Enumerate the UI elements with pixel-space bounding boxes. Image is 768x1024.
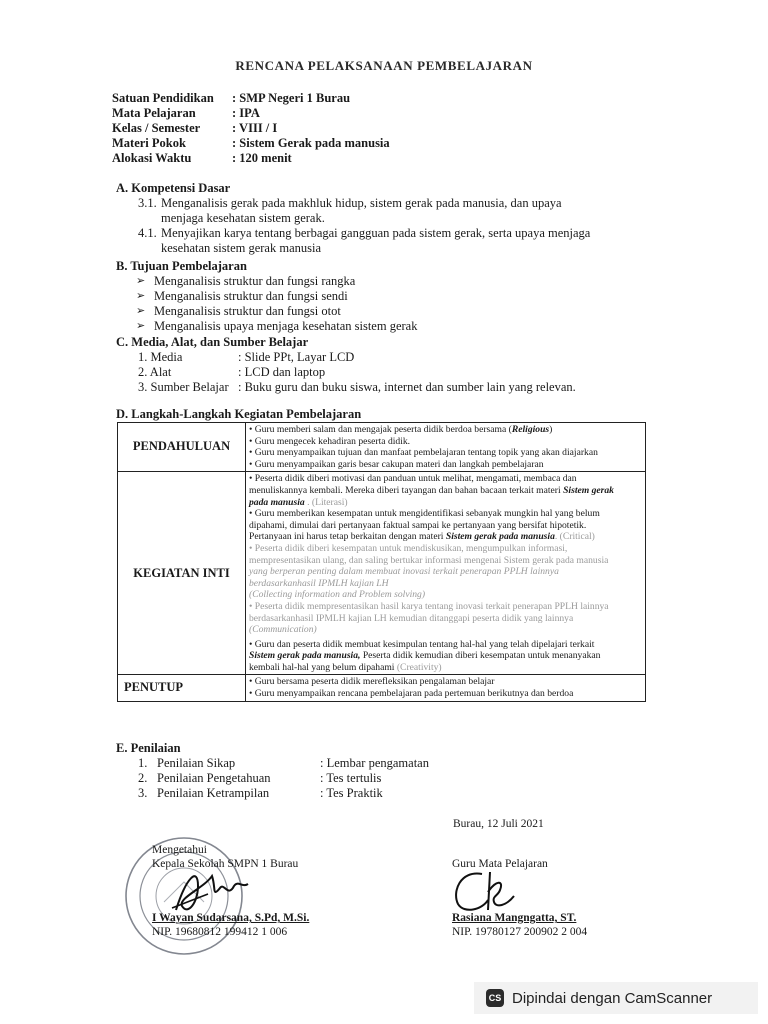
phase-content	[246, 472, 646, 675]
section-kompetensi-dasar	[116, 181, 590, 256]
kd-item	[116, 226, 590, 256]
penilaian-value: : Tes tertulis	[320, 771, 382, 785]
signer-nip: NIP. 19780127 200902 2 004	[452, 926, 588, 938]
section-title: C. Media, Alat, dan Sumber Belajar	[116, 335, 309, 349]
arrow-bullet-icon: ➢	[136, 275, 146, 287]
media-value: : Slide PPt, Layar LCD	[238, 350, 355, 364]
kd-line: Menganalisis gerak pada makhluk hidup, sistem gerak pada manusia, dan upaya	[161, 196, 562, 210]
bullet-line	[249, 497, 642, 509]
section-title: E. Penilaian	[116, 741, 181, 755]
bullet-line: • Guru memberikan kesempatan untuk mengidentifikasi sebanyak mungkin hal yang belum	[249, 508, 600, 520]
list-item	[116, 274, 417, 289]
phase-content	[246, 423, 646, 472]
bullet-emphasis: Religious	[511, 424, 550, 435]
info-label: Alokasi Waktu	[112, 151, 192, 165]
kd-number: 3.1.	[138, 196, 157, 210]
kd-line: kesehatan sistem gerak manusia	[161, 241, 322, 255]
penilaian-label: Penilaian Ketrampilan	[157, 786, 270, 800]
bullet: • Guru menyampaikan garis besar cakupan materi dan langkah pembelajaran	[249, 458, 544, 470]
info-label: Mata Pelajaran	[112, 106, 196, 120]
section-title: D. Langkah-Langkah Kegiatan Pembelajaran	[116, 407, 362, 421]
penilaian-row	[116, 771, 429, 786]
bullet-text: kembali hal-hal yang belum dipahami	[249, 661, 395, 673]
list-item-text: Menganalisis upaya menjaga kesehatan sistem gerak	[154, 319, 418, 333]
info-row	[112, 121, 390, 136]
info-row	[112, 151, 390, 166]
bullet-line	[249, 662, 642, 674]
info-value: : Sistem Gerak pada manusia	[232, 136, 390, 150]
signer-name: I Wayan Sudarsana, S.Pd, M.Si.	[152, 912, 310, 924]
kd-line: Menyajikan karya tentang berbagai gangguan pada sistem gerak, serta upaya menjaga	[161, 226, 591, 240]
bullet-line: • Peserta didik mempresentasikan hasil karya tentang inovasi terkait penerapan PPLH lainnya	[249, 600, 609, 612]
bullet-line: • Guru dan peserta didik membuat kesimpulan tentang hal-hal yang telah dipelajari terkait	[249, 638, 595, 650]
kd-text	[161, 226, 590, 256]
bullet-line: berdasarkanhasil IPMLH kajian LH kemudian ditanggapi peserta didik yang lainnya	[249, 612, 574, 624]
bullet: • Guru bersama peserta didik merefleksikan pengalaman belajar	[249, 676, 495, 688]
kd-text	[161, 196, 562, 226]
list-item	[116, 304, 417, 319]
identity-block	[112, 91, 390, 166]
bullet-text: • Guru memberi salam dan mengajak peserta didik berdoa bersama (	[249, 424, 512, 435]
media-row	[116, 350, 576, 365]
kd-number: 4.1.	[138, 226, 157, 240]
penilaian-row	[116, 756, 429, 771]
media-row	[116, 365, 576, 380]
document-title: RENCANA PELAKSANAAN PEMBELAJARAN	[235, 58, 533, 73]
penilaian-label: Penilaian Sikap	[157, 756, 236, 770]
info-value: : 120 menit	[232, 151, 292, 165]
bullet-line: (Collecting information and Problem solving)	[249, 589, 426, 601]
bullet-line: berdasarkanhasil IPMLH kajian LH	[249, 577, 389, 589]
signer-line: Mengetahui	[152, 844, 207, 856]
bullet-emphasis: Sistem gerak	[563, 484, 614, 496]
bullet	[249, 424, 642, 436]
bullet-line	[249, 485, 642, 497]
media-row	[116, 380, 576, 395]
penilaian-row	[116, 786, 429, 801]
info-label: Satuan Pendidikan	[112, 91, 214, 105]
arrow-bullet-icon: ➢	[136, 305, 146, 317]
bullet-line: • Peserta didik diberi kesempatan untuk mendiskusikan, mengumpulkan informasi,	[249, 542, 568, 554]
info-value: : VIII / I	[232, 121, 278, 135]
info-value: : SMP Negeri 1 Burau	[232, 91, 351, 105]
table-row	[118, 472, 646, 675]
bullet-line: dipahami, dimulai dari pertanyaan faktual sampai ke pertanyaan yang bersifat hipotetik.	[249, 519, 587, 531]
bullet-line: (Communication)	[249, 624, 317, 636]
phase-penutup: PENUTUP	[118, 675, 246, 701]
info-label: Materi Pokok	[112, 136, 186, 150]
bullet: • Guru menyampaikan tujuan dan manfaat pembelajaran tentang topik yang akan diajarkan	[249, 447, 598, 459]
penilaian-value: : Tes Praktik	[320, 786, 383, 800]
bullet: • Guru menyampaikan rencana pembelajaran pada pertemuan berikutnya dan berdoa	[249, 688, 574, 700]
kd-line: menjaga kesehatan sistem gerak.	[161, 211, 325, 225]
section-media	[116, 335, 576, 395]
bullet-line: yang berperan penting dalam membuat inovasi terkait penerapan PPLH lainnya	[249, 566, 559, 578]
right-signature-icon	[448, 866, 528, 918]
penilaian-number: 3.	[138, 786, 148, 800]
bullet-text: menuliskannya kembali. Mereka diberi tayangan dan bahan bacaan terkait materi	[249, 484, 564, 496]
signer-name: Rasiana Mangngatta, ST.	[452, 912, 577, 924]
section-title: A. Kompetensi Dasar	[116, 181, 231, 195]
info-row	[112, 136, 390, 151]
bullet-emphasis: Sistem gerak pada manusia	[445, 531, 555, 543]
phase-pendahuluan: PENDAHULUAN	[118, 423, 246, 472]
media-label: 3. Sumber Belajar	[138, 380, 229, 394]
camscanner-text: Dipindai dengan CamScanner	[512, 989, 713, 1007]
activity-table	[117, 422, 646, 702]
list-item-text: Menganalisis struktur dan fungsi rangka	[154, 274, 356, 288]
phase-content	[246, 675, 646, 701]
bullet-tag: . (Critical)	[554, 531, 595, 543]
bullet: • Guru mengecek kehadiran peserta didik.	[249, 435, 411, 447]
list-item-text: Menganalisis struktur dan fungsi sendi	[154, 289, 348, 303]
penilaian-number: 1.	[138, 756, 148, 770]
info-row	[112, 91, 390, 106]
section-langkah	[116, 407, 361, 422]
left-signature-icon	[168, 858, 258, 920]
section-tujuan	[116, 259, 417, 334]
bullet-text: )	[549, 424, 553, 435]
camscanner-badge	[474, 982, 758, 1014]
info-value: : IPA	[232, 106, 260, 120]
kd-item	[116, 196, 590, 226]
bullet-line: • Peserta didik diberi motivasi dan panduan untuk melihat, mengamati, membaca dan	[249, 473, 577, 485]
section-title: B. Tujuan Pembelajaran	[116, 259, 247, 273]
media-value: : Buku guru dan buku siswa, internet dan sumber lain yang relevan.	[238, 380, 576, 394]
bullet-line	[249, 531, 642, 543]
bullet-tag: (Creativity)	[394, 661, 442, 673]
camscanner-icon: CS	[486, 989, 504, 1007]
phase-kegiatan-inti: KEGIATAN INTI	[118, 472, 246, 675]
media-value: : LCD dan laptop	[238, 365, 326, 379]
table-row	[118, 675, 646, 701]
section-penilaian	[116, 741, 429, 801]
signer-line: Kepala Sekolah SMPN 1 Burau	[152, 858, 299, 870]
penilaian-value: : Lembar pengamatan	[320, 756, 429, 770]
penilaian-number: 2.	[138, 771, 148, 785]
bullet-text: Peserta didik kemudian diberi kesempatan untuk menanyakan	[360, 650, 601, 662]
list-item-text: Menganalisis struktur dan fungsi otot	[154, 304, 341, 318]
bullet-line	[249, 650, 642, 662]
list-item	[116, 319, 417, 334]
penilaian-label: Penilaian Pengetahuan	[157, 771, 271, 785]
info-label: Kelas / Semester	[112, 121, 201, 135]
arrow-bullet-icon: ➢	[136, 290, 146, 302]
list-item	[116, 289, 417, 304]
bullet-emphasis: pada manusia	[249, 496, 305, 508]
bullet-line: mempresentasikan ulang, dan saling bertukar informasi mengenai Sistem gerak pada manusia	[249, 554, 609, 566]
signer-line: Guru Mata Pelajaran	[452, 858, 548, 870]
bullet-tag: . (Literasi)	[304, 496, 348, 508]
signer-nip: NIP. 19680812 199412 1 006	[152, 926, 288, 938]
media-label: 1. Media	[138, 350, 183, 364]
media-label: 2. Alat	[138, 365, 172, 379]
bullet-emphasis: Sistem gerak pada manusia,	[249, 650, 361, 662]
bullet-text: Pertanyaan ini harus tetap berkaitan dengan materi	[249, 531, 446, 543]
place-date: Burau, 12 Juli 2021	[453, 818, 544, 830]
table-row	[118, 423, 646, 472]
info-row	[112, 106, 390, 121]
arrow-bullet-icon: ➢	[136, 320, 146, 332]
